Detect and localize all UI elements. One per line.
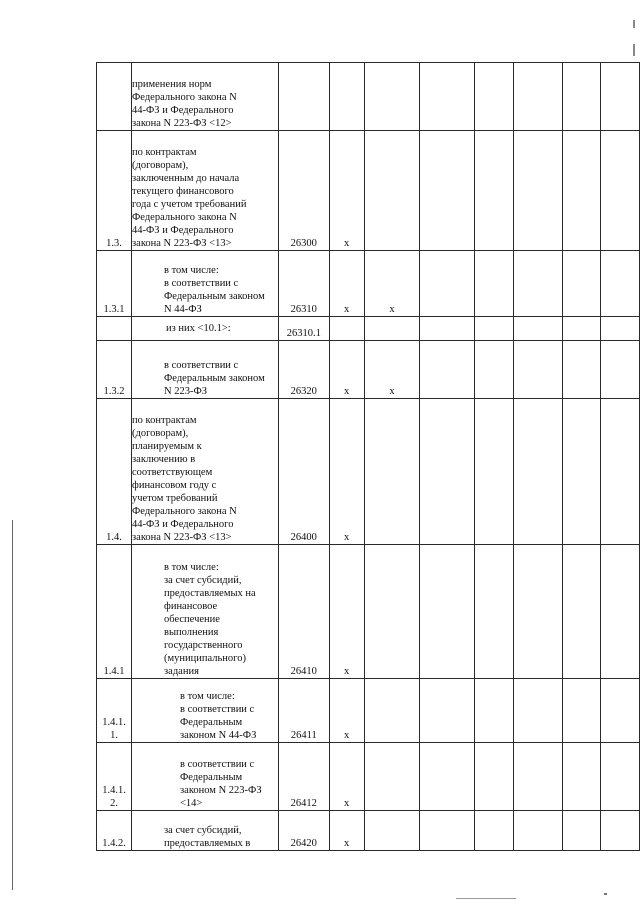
row-cell-empty (563, 679, 601, 743)
row-cell-empty (420, 317, 475, 341)
row-cell-empty (475, 341, 513, 399)
row-cell-empty (513, 545, 562, 679)
table-row (97, 545, 640, 679)
row-number (97, 317, 132, 341)
row-code: 26300 (279, 131, 330, 251)
row-number: 1.3. (97, 131, 132, 251)
row-cell-empty (563, 545, 601, 679)
row-name: в том числе: в соответствии с Федеральным законом N 44-ФЗ (132, 251, 279, 317)
row-number: 1.4.1. 2. (97, 743, 132, 811)
row-cell-empty (563, 399, 601, 545)
row-code: 26310 (279, 251, 330, 317)
row-cell-empty (513, 317, 562, 341)
scan-bottom-line (456, 898, 516, 899)
row-number: 1.4. (97, 399, 132, 545)
table-row (97, 341, 640, 399)
row-mark-col5 (364, 679, 419, 743)
row-cell-empty (475, 63, 513, 131)
row-mark-col4: x (329, 545, 364, 679)
table-row (97, 63, 640, 131)
row-mark-col5: x (364, 341, 419, 399)
row-mark-col5 (364, 399, 419, 545)
scan-dot-mark (604, 893, 607, 895)
row-cell-empty (601, 679, 640, 743)
row-cell-empty (420, 545, 475, 679)
row-cell-empty (513, 131, 562, 251)
row-code: 26411 (279, 679, 330, 743)
row-cell-empty (420, 251, 475, 317)
row-cell-empty (475, 251, 513, 317)
row-code: 26310.1 (279, 317, 330, 341)
row-number: 1.3.2 (97, 341, 132, 399)
row-mark-col4: x (329, 251, 364, 317)
row-name: в том числе: за счет субсидий, предоставляемых на финансовое обеспечение выполнения государственного (муниципального) задания (132, 545, 279, 679)
row-code: 26320 (279, 341, 330, 399)
row-number (97, 63, 132, 131)
row-mark-col4 (329, 63, 364, 131)
financial-plan-table (96, 62, 640, 851)
row-mark-col5 (364, 63, 419, 131)
table-row (97, 131, 640, 251)
table-row (97, 317, 640, 341)
row-cell-empty (420, 743, 475, 811)
row-name: в соответствии с Федеральным законом N 223-ФЗ <14> (132, 743, 279, 811)
table-row (97, 679, 640, 743)
table-row (97, 743, 640, 811)
row-name: в том числе: в соответствии с Федеральным законом N 44-ФЗ (132, 679, 279, 743)
row-cell-empty (563, 341, 601, 399)
row-mark-col5 (364, 131, 419, 251)
row-cell-empty (601, 341, 640, 399)
row-number: 1.4.2. (97, 811, 132, 851)
scan-edge-mark (633, 44, 635, 56)
row-name: по контрактам (договорам), заключенным до начала текущего финансового года с учетом требований Федерального закона N 44-ФЗ и Федерального закона N 223-ФЗ <13> (132, 131, 279, 251)
row-cell-empty (563, 131, 601, 251)
row-cell-empty (513, 679, 562, 743)
row-code: 26410 (279, 545, 330, 679)
row-mark-col4: x (329, 811, 364, 851)
row-cell-empty (601, 811, 640, 851)
row-name: из них <10.1>: (132, 317, 279, 341)
row-cell-empty (513, 251, 562, 317)
scan-edge-mark (633, 20, 635, 28)
scan-edge-line (12, 520, 13, 890)
row-cell-empty (420, 131, 475, 251)
row-cell-empty (420, 63, 475, 131)
table-row (97, 251, 640, 317)
row-number: 1.4.1. 1. (97, 679, 132, 743)
row-cell-empty (513, 743, 562, 811)
row-code: 26412 (279, 743, 330, 811)
row-cell-empty (475, 679, 513, 743)
row-name: в соответствии с Федеральным законом N 223-ФЗ (132, 341, 279, 399)
row-number: 1.4.1 (97, 545, 132, 679)
row-mark-col5 (364, 743, 419, 811)
row-name: применения норм Федерального закона N 44-ФЗ и Федерального закона N 223-ФЗ <12> (132, 63, 279, 131)
row-number: 1.3.1 (97, 251, 132, 317)
row-cell-empty (601, 399, 640, 545)
row-cell-empty (475, 399, 513, 545)
row-cell-empty (513, 341, 562, 399)
row-cell-empty (475, 811, 513, 851)
table-row (97, 399, 640, 545)
row-mark-col4: x (329, 131, 364, 251)
row-cell-empty (420, 341, 475, 399)
row-cell-empty (563, 317, 601, 341)
row-cell-empty (513, 399, 562, 545)
row-cell-empty (563, 743, 601, 811)
row-cell-empty (601, 251, 640, 317)
row-name: по контрактам (договорам), планируемым к заключению в соответствующем финансовом году с учетом требований Федерального закона N 44-ФЗ и Федерального закона N 223-ФЗ <13> (132, 399, 279, 545)
row-mark-col5 (364, 811, 419, 851)
row-cell-empty (420, 811, 475, 851)
row-mark-col5 (364, 317, 419, 341)
row-cell-empty (601, 63, 640, 131)
row-mark-col4: x (329, 679, 364, 743)
row-cell-empty (601, 317, 640, 341)
row-mark-col4 (329, 317, 364, 341)
row-cell-empty (513, 63, 562, 131)
row-cell-empty (475, 545, 513, 679)
row-cell-empty (601, 545, 640, 679)
row-code (279, 63, 330, 131)
row-cell-empty (513, 811, 562, 851)
row-cell-empty (475, 317, 513, 341)
row-cell-empty (475, 743, 513, 811)
row-cell-empty (475, 131, 513, 251)
row-cell-empty (563, 811, 601, 851)
row-mark-col4: x (329, 399, 364, 545)
row-cell-empty (601, 743, 640, 811)
row-code: 26400 (279, 399, 330, 545)
row-mark-col4: x (329, 341, 364, 399)
row-cell-empty (420, 399, 475, 545)
row-cell-empty (563, 63, 601, 131)
row-cell-empty (563, 251, 601, 317)
row-mark-col5 (364, 545, 419, 679)
row-mark-col5: x (364, 251, 419, 317)
row-cell-empty (601, 131, 640, 251)
row-cell-empty (420, 679, 475, 743)
row-name: за счет субсидий, предоставляемых в (132, 811, 279, 851)
row-code: 26420 (279, 811, 330, 851)
row-mark-col4: x (329, 743, 364, 811)
table-row (97, 811, 640, 851)
